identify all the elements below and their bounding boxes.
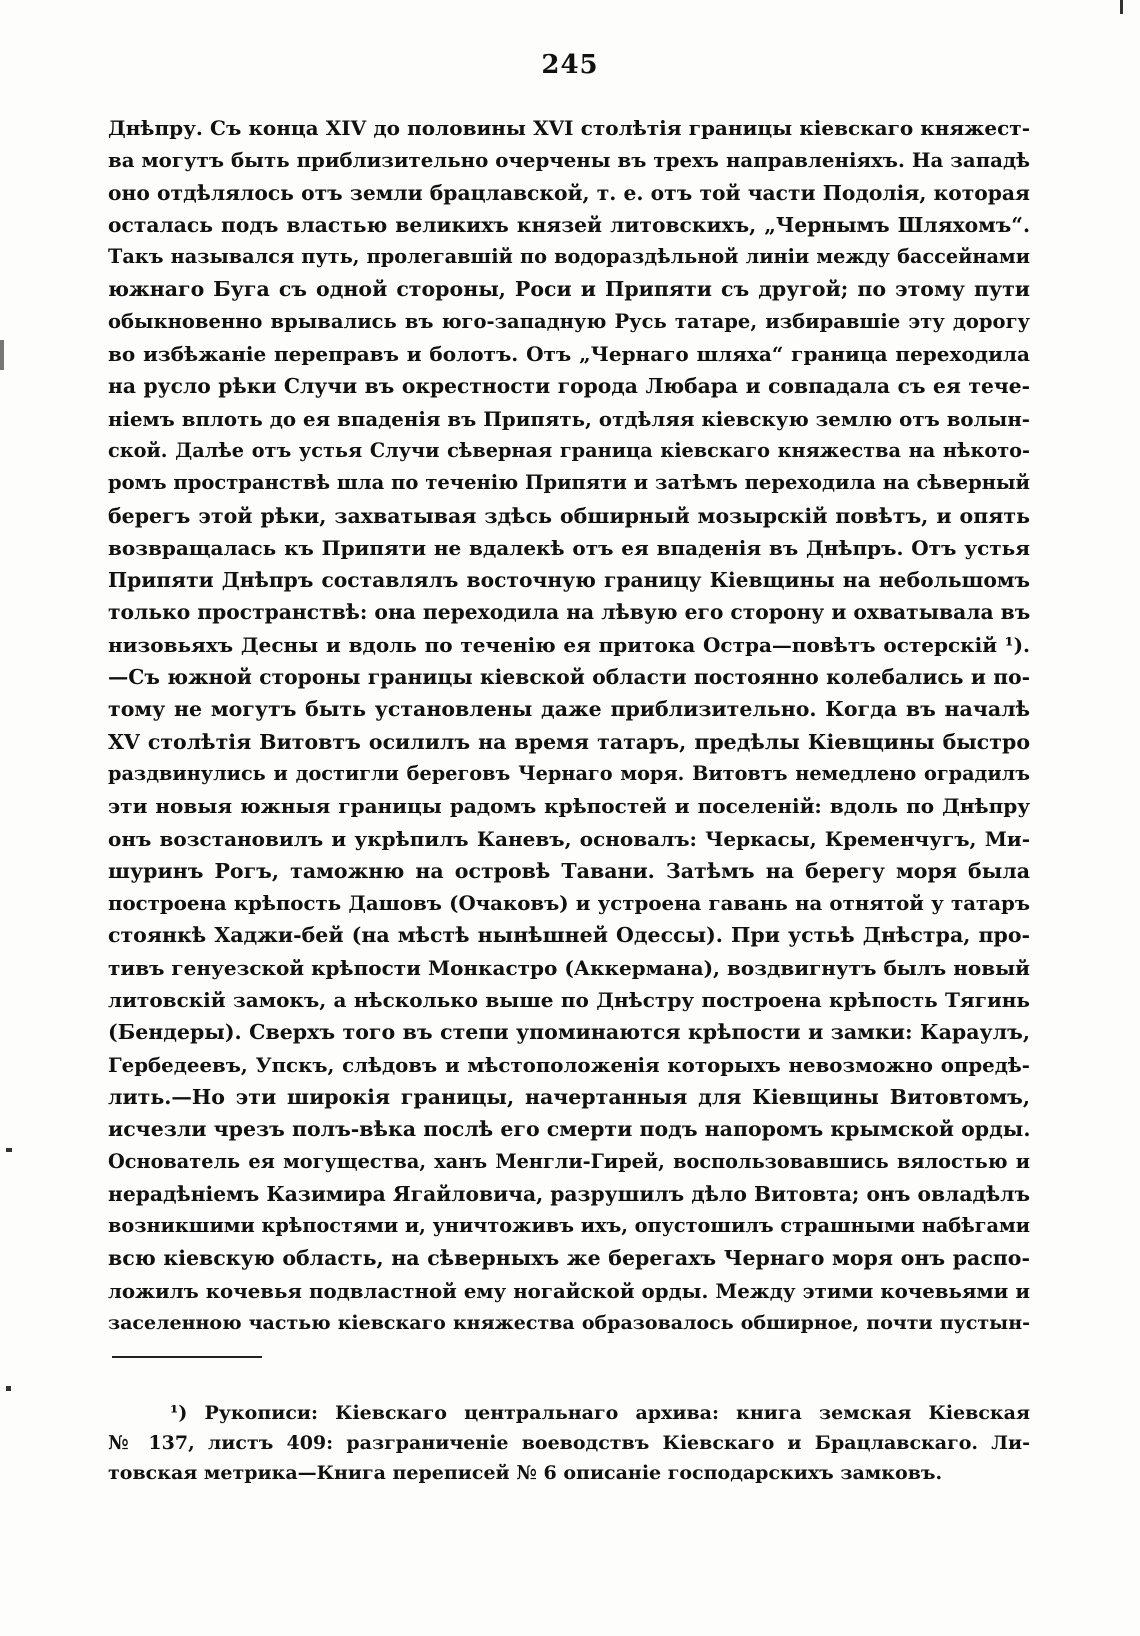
text-line: только пространствѣ: она переходила на лѣвую его сторону и охватывала въ (108, 600, 1030, 625)
text-line: возникшими крѣпостями и, уничтоживъ ихъ, опустошилъ страшными набѣгами (108, 1214, 1030, 1238)
text-line: осталась подъ властью великихъ князей литовскихъ, „Чернымъ Шляхомъ“. (108, 212, 1030, 237)
text-line: (Бендеры). Сверхъ того въ степи упоминаются крѣпости и замки: Караулъ, (108, 1020, 1030, 1045)
main-text (108, 112, 1030, 1339)
text-line: исчезли чрезъ полъ-вѣка послѣ его смерти подъ напоромъ крымской орды. (108, 1117, 1030, 1142)
text-line: Такъ назывался путь, пролегавшій по водораздѣльной линіи между бассейнами (108, 245, 1030, 269)
text-line: Основатель ея могущества, ханъ Менгли-Гирей, воспользовавшись вялостью и (108, 1149, 1030, 1173)
text-line: онъ возстановилъ и укрѣпилъ Каневъ, основалъ: Черкасы, Кременчугъ, Ми- (108, 826, 1030, 851)
text-line: тому не могутъ быть установлены даже приблизительно. Когда въ началѣ (108, 697, 1030, 722)
text-line: ніемъ вплоть до ея впаденія въ Припять, отдѣляя кіевскую землю отъ волын- (108, 406, 1030, 431)
footnote-line: № 137, листъ 409: разграниченіе воеводствъ Кіевскаго и Брацлавскаго. Ли- (108, 1432, 1030, 1454)
footnote-separator (112, 1356, 262, 1358)
footnote-line: ¹) Рукописи: Кіевскаго центральнаго архива: книга земская Кіевская (170, 1402, 1030, 1424)
text-line: ромъ пространствѣ шла по теченію Припяти и затѣмъ переходила на сѣверный (108, 471, 1030, 495)
text-line: лить.—Но эти широкія границы, начертанныя для Кіевщины Витовтомъ, (108, 1084, 1030, 1109)
text-line: во избѣжаніе переправъ и болотъ. Отъ „Чернаго шляха“ граница переходила (108, 342, 1030, 367)
text-line: Гербедеевъ, Упскъ, слѣдовъ и мѣстоположенія которыхъ невозможно опредѣ- (108, 1052, 1030, 1077)
text-line: литовскій замокъ, а нѣсколько выше по Днѣстру построена крѣпость Тягинь (108, 988, 1030, 1013)
text-line: оно отдѣлялось отъ земли брацлавской, т. е. отъ той части Подолія, которая (108, 180, 1030, 205)
text-line: низовьяхъ Десны и вдоль по теченію ея притока Остра—повѣтъ остерскій ¹). (108, 632, 1030, 657)
footnote (108, 1398, 1030, 1488)
text-line: Днѣпру. Съ конца XIV до половины XVI столѣтія границы кіевскаго княжест- (108, 116, 1030, 140)
text-line: Припяти Днѣпръ составлялъ восточную границу Кіевщины на небольшомъ (108, 568, 1030, 593)
text-line: заселенною частью кіевскаго княжества образовалось обширное, почти пустын- (108, 1311, 1030, 1334)
text-line: стоянкѣ Хаджи-бей (на мѣстѣ нынѣшней Одессы). При устьѣ Днѣстра, про- (108, 923, 1030, 948)
scan-artifact (0, 340, 4, 370)
text-line: ва могутъ быть приблизительно очерчены въ трехъ направленіяхъ. На западѣ (108, 148, 1030, 173)
text-line: нерадѣніемъ Казимира Ягайловича, разрушилъ дѣло Витовта; онъ овладѣлъ (108, 1181, 1030, 1206)
text-line: на русло рѣки Случи въ окрестности города Любара и совпадала съ ея тече- (108, 374, 1030, 399)
text-line: обыкновенно врывались въ юго-западную Русь татаре, избиравшіе эту дорогу (108, 309, 1030, 333)
text-line: берегъ этой рѣки, захватывая здѣсь обширный мозырскій повѣтъ, и опять (108, 503, 1030, 528)
text-line: XV столѣтія Витовтъ осилилъ на время татаръ, предѣлы Кіевщины быстро (108, 729, 1030, 754)
text-line: —Съ южной стороны границы кіевской области постоянно колебались и по- (108, 665, 1030, 690)
text-line: возвращалась къ Припяти не вдалекѣ отъ ея впаденія въ Днѣпръ. Отъ устья (108, 535, 1030, 560)
text-line: ложилъ кочевья подвластной ему ногайской орды. Между этими кочевьями и (108, 1278, 1030, 1303)
text-line: южнаго Буга съ одной стороны, Роси и Припяти съ другой; по этому пути (108, 277, 1030, 302)
scan-artifact (1120, 0, 1123, 14)
text-line: тивъ генуезской крѣпости Монкастро (Аккермана), воздвигнутъ былъ новый (108, 955, 1030, 980)
text-line: раздвинулись и достигли береговъ Чернаго моря. Витовтъ немедлено оградилъ (108, 761, 1030, 785)
footnote-line: товская метрика—Книга переписей № 6 описаніе господарскихъ замковъ. (108, 1462, 943, 1484)
text-line: всю кіевскую область, на сѣверныхъ же берегахъ Чернаго моря онъ распо- (108, 1246, 1030, 1271)
page-number: 245 (541, 50, 599, 80)
scan-artifact (6, 1386, 11, 1391)
text-line: шуринъ Рогъ, таможню на островѣ Тавани. Затѣмъ на берегу моря была (108, 858, 1030, 883)
text-line: эти новыя южныя границы радомъ крѣпостей и поселеній: вдоль по Днѣпру (108, 794, 1030, 819)
text-line: построена крѣпость Дашовъ (Очаковъ) и устроена гавань на отнятой у татаръ (108, 891, 1030, 916)
text-line: ской. Далѣе отъ устья Случи сѣверная граница кіевскаго княжества на нѣкото- (108, 438, 1030, 462)
scan-artifact (6, 1148, 12, 1152)
